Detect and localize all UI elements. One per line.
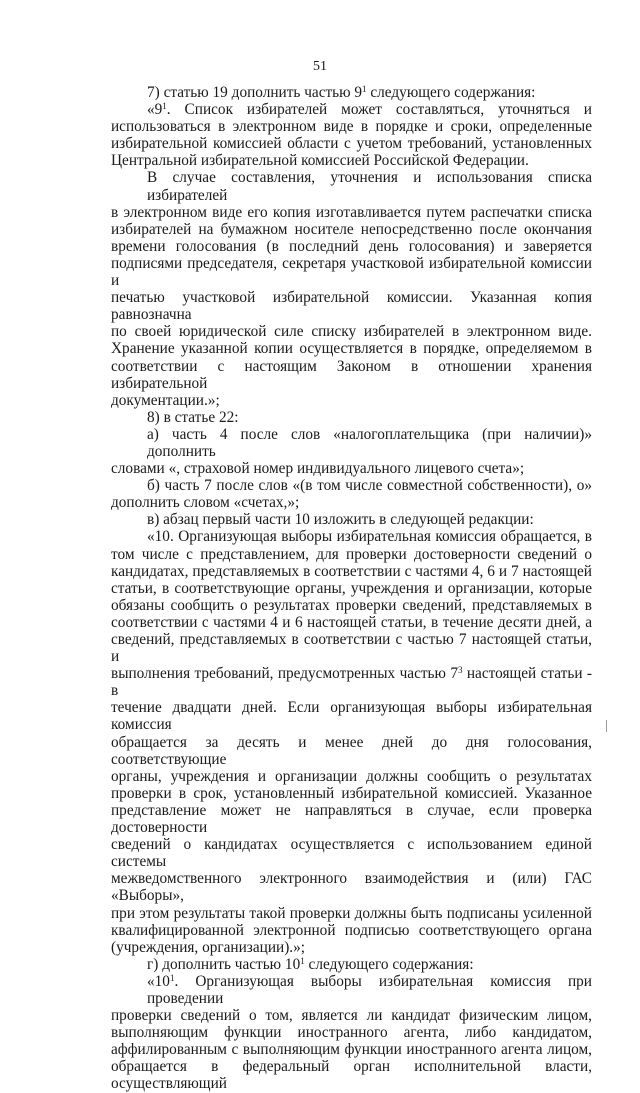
text-line-continuation: следующего содержания:: [366, 84, 536, 101]
text-line-content: использоваться в электронном виде в порядке и сроки, определенные: [111, 118, 592, 136]
text-line-content: 8) в статье 22:: [147, 408, 239, 426]
text-line: [111, 905, 592, 922]
text-line-content: времени голосования (в последний день голосования) и заверяется: [111, 237, 592, 255]
text-line-content: документации.»;: [111, 391, 220, 409]
text-line-content: «10: [147, 972, 170, 990]
text-line-content: течение двадцати дней. Если организующая выборы избирательная комиссия: [111, 699, 592, 734]
text-line: [111, 460, 592, 477]
text-line: [111, 426, 592, 460]
text-line: [111, 221, 592, 238]
text-line: [111, 836, 592, 870]
text-line-continuation: следующего содержания:: [304, 955, 474, 973]
text-line-content: органы, учреждения и организации должны сообщить о результатах: [111, 767, 592, 785]
text-line-content: межведомственного электронного взаимодействия и (или) ГАС «Выборы»,: [111, 870, 592, 905]
text-line-content: проверки в срок, установленный избирательной комиссией. Указанное: [111, 784, 592, 802]
superscript: 3: [457, 665, 463, 676]
superscript: 1: [162, 101, 167, 112]
text-line-content: при этом результаты такой проверки должны быть подписаны усиленной: [111, 904, 592, 922]
text-line-content: выполнения требований, предусмотренных частью 7: [111, 665, 458, 683]
text-line: [111, 118, 592, 135]
text-line-content: дополнить словом «счетах,»;: [111, 494, 300, 512]
text-line-content: по своей юридической силе списку избирателей в электронном виде.: [111, 323, 592, 341]
text-line: [111, 1041, 592, 1058]
text-line: [111, 1007, 592, 1024]
text-line-content: сведений, представляемых в соответствии с частью 7 настоящей статьи, и: [111, 631, 592, 666]
text-line-content: в) абзац первый части 10 изложить в следующей редакции:: [147, 511, 534, 529]
text-line: [111, 870, 592, 904]
text-line: [111, 255, 592, 289]
text-line: [111, 340, 592, 357]
text-line: [111, 734, 592, 768]
text-line: [111, 323, 592, 340]
text-line: [111, 1058, 592, 1092]
text-line-content: избирателей на бумажном носителе непосредственно после окончания: [111, 220, 592, 238]
text-line: [111, 1024, 592, 1041]
text-line: [111, 477, 592, 494]
text-line-content: проверки сведений о том, является ли кандидат физическим лицом,: [111, 1007, 592, 1025]
text-line: [111, 922, 592, 939]
text-line-content: обращается за десять и менее дней до дня голосования, соответствующие: [111, 733, 592, 768]
text-line: [111, 631, 592, 665]
text-line-content: б) часть 7 после слов «(в том числе совместной собственности), о»: [147, 477, 592, 495]
text-line: [111, 665, 592, 699]
superscript: 1: [169, 972, 175, 983]
text-line: [111, 768, 592, 785]
text-line-content: печатью участковой избирательной комиссии. Указанная копия равнозначна: [111, 289, 592, 324]
text-line-continuation: . Список избирателей может составляться, уточняться и: [166, 101, 592, 119]
text-line: [111, 699, 592, 733]
text-line: [111, 494, 592, 511]
text-line: [111, 135, 592, 152]
text-line: [111, 563, 592, 580]
text-line: [111, 169, 592, 203]
text-line-content: В случае составления, уточнения и использования списка избирателей: [147, 169, 592, 204]
text-line: [111, 546, 592, 563]
text-line: [111, 785, 592, 802]
text-line: [111, 358, 592, 392]
document-body: [111, 84, 592, 1093]
superscript: 1: [362, 84, 367, 94]
text-line: [111, 802, 592, 836]
text-line-content: избирательной комиссией области с учетом требований, установленных: [111, 135, 592, 153]
page-number: 51: [313, 59, 327, 74]
text-line-content: кандидатах, представляемых в соответствии с частями 4, 6 и 7 настоящей: [111, 562, 592, 580]
text-line-content: аффилированным с выполняющим функции иностранного агента лицом,: [111, 1041, 592, 1059]
text-line-content: обращается в федеральный орган исполнительной власти, осуществляющий: [111, 1058, 592, 1093]
text-line-continuation: настоящей статьи - в: [111, 665, 592, 700]
text-line-content: а) часть 4 после слов «налогоплательщика (при наличии)» дополнить: [147, 425, 592, 460]
text-line-content: г) дополнить частью 10: [147, 955, 301, 973]
text-line-content: соответствии с частями 4 и 6 настоящей статьи, в течение десяти дней, а: [111, 613, 592, 631]
text-line: [111, 289, 592, 323]
text-line: [111, 84, 592, 101]
text-line: [111, 956, 592, 973]
text-line-content: словами «, страховой номер индивидуального лицевого счета»;: [111, 460, 525, 478]
margin-mark: [606, 720, 607, 732]
text-line: [111, 204, 592, 221]
text-line: [111, 597, 592, 614]
superscript: 1: [300, 955, 305, 966]
text-line-content: «10. Организующая выборы избирательная комиссия обращается, в: [147, 528, 592, 546]
text-line: [111, 152, 592, 169]
text-line-content: «9: [147, 101, 163, 119]
text-line-content: статьи, в соответствующие органы, учреждения и организации, которые: [111, 579, 592, 597]
text-line-content: квалифицированной электронной подписью соответствующего органа: [111, 921, 592, 939]
text-line: [111, 511, 592, 528]
text-line: [111, 614, 592, 631]
text-line: [111, 528, 592, 545]
text-line: [111, 392, 592, 409]
text-line: [111, 973, 592, 1007]
text-line-content: подписями председателя, секретаря участковой избирательной комиссии и: [111, 254, 592, 290]
text-line: [111, 939, 592, 956]
text-line: [111, 101, 592, 118]
text-line-content: в электронном виде его копия изготавливается путем распечатки списка: [111, 203, 592, 221]
text-line: [111, 238, 592, 255]
text-line-continuation: . Организующая выборы избирательная комиссия при проведении: [147, 972, 592, 1007]
text-line-content: Хранение указанной копии осуществляется в порядке, определяемом в: [111, 340, 592, 358]
text-line: [111, 409, 592, 426]
text-line-content: том числе с представлением, для проверки достоверности сведений о: [111, 545, 592, 563]
text-line: [111, 580, 592, 597]
text-line-content: 7) статью 19 дополнить частью 9: [147, 84, 363, 101]
text-line-content: (учреждения, организации).»;: [111, 938, 306, 956]
text-line-content: выполняющим функции иностранного агента, либо кандидатом,: [111, 1024, 592, 1042]
text-line-content: Центральной избирательной комиссией Российской Федерации.: [111, 152, 529, 170]
text-line-content: сведений о кандидатах осуществляется с использованием единой системы: [111, 836, 592, 871]
text-line-content: соответствии с настоящим Законом в отношении хранения избирательной: [111, 357, 592, 392]
text-line-content: представление может не направляться в случае, если проверка достоверности: [111, 801, 592, 837]
text-line-content: обязаны сообщить о результатах проверки сведений, представляемых в: [111, 596, 592, 614]
